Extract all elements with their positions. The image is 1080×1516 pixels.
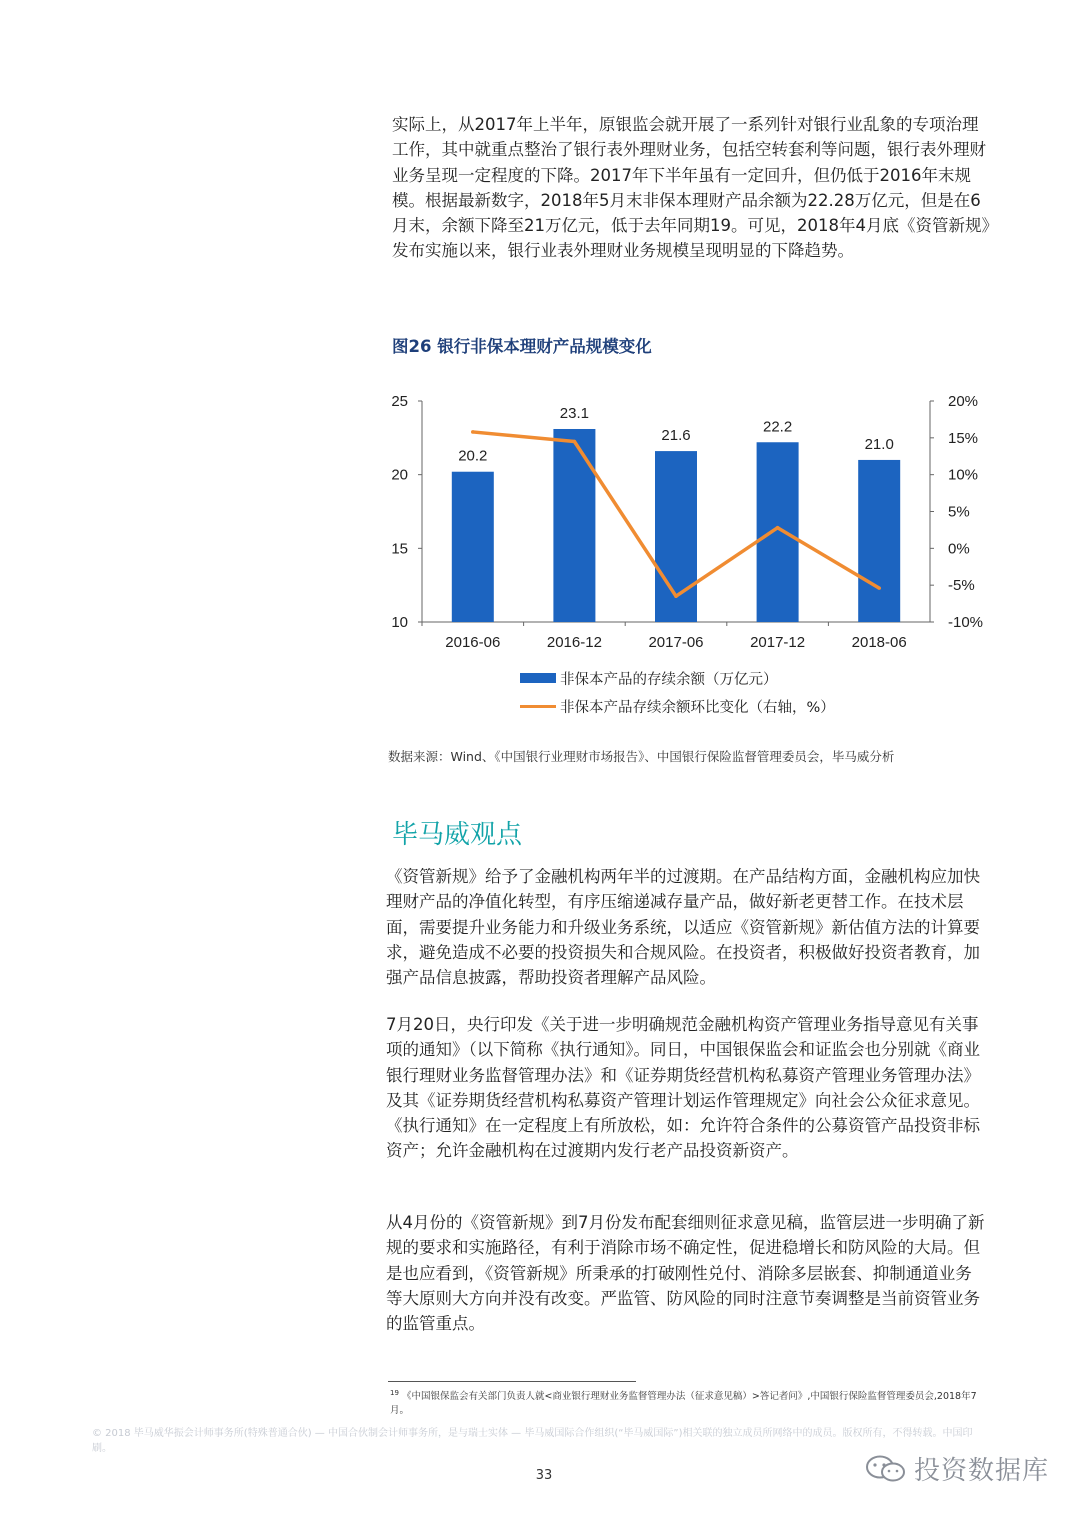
- line-point: [573, 440, 577, 444]
- view-paragraph-1: 《资管新规》给予了金融机构两年半的过渡期。在产品结构方面，金融机构应加快理财产品的净值化转型，有序压缩递减存量产品，做好新老更替工作。在技术层面，需要提升业务能力和升级业务系统，以适应《资管新规》新估值方法的计算要求，避免造成不必要的投资损失和合规风险。在投资者，积极做好投资者教育，加强产品信息披露，帮助投资者理解产品风险。: [386, 867, 980, 988]
- legend-label-line: 非保本产品存续余额环比变化（右轴，%）: [560, 699, 835, 716]
- legend-item-bars: [520, 664, 835, 692]
- bar: [757, 442, 799, 622]
- wechat-icon: [864, 1454, 908, 1484]
- line-point: [674, 594, 678, 598]
- figure-title: 图26 银行非保本理财产品规模变化: [392, 337, 652, 356]
- legend-item-line: [520, 692, 835, 720]
- legend-swatch-bar: [520, 673, 556, 683]
- view-paragraph-2: 7月20日，央行印发《关于进一步明确规范金融机构资产管理业务指导意见有关事项的通知》（以下简称《执行通知》。同日，中国银保监会和证监会也分别就《商业银行理财业务监督管理办法》和《证券期货经营机构私募资产管理业务管理办法》及其《证券期货经营机构私募资产管理计划运作管理规定》向社会公众征求意见。《执行通知》在一定程度上有所放松，如：允许符合条件的公募资管产品投资非标资产；允许金融机构在过渡期内发行老产品投资新资产。: [386, 1015, 980, 1161]
- x-tick-label: 2016-06: [445, 634, 501, 651]
- legend-swatch-line: [520, 705, 556, 708]
- kpmg-view-heading: 毕马威观点: [392, 820, 523, 850]
- line-point: [877, 586, 881, 590]
- footnote-text: 《中国银保监会有关部门负责人就<商业银行理财业务监督管理办法（征求意见稿）>答记者问》,中国银行保险监督管理委员会,2018年7月。: [390, 1391, 977, 1417]
- line-point: [471, 430, 475, 434]
- footnote: [390, 1386, 990, 1418]
- right-tick-label: 20%: [948, 393, 979, 410]
- bar-data-label: 22.2: [762, 418, 793, 436]
- bar-line-chart: [380, 385, 1000, 655]
- x-tick-label: 2016-12: [546, 634, 602, 651]
- bar-data-label: 23.1: [559, 404, 590, 422]
- data-source-note: 数据来源：Wind、《中国银行业理财市场报告》、中国银行保险监督管理委员会，毕马威分析: [388, 749, 895, 764]
- right-tick-label: 15%: [948, 429, 979, 447]
- right-tick-label: -10%: [948, 614, 984, 631]
- right-tick-label: 10%: [948, 466, 979, 484]
- left-tick-label: 20: [391, 466, 408, 484]
- right-tick-label: 5%: [948, 503, 970, 521]
- bar: [553, 429, 595, 622]
- left-tick-label: 15: [391, 540, 408, 558]
- watermark-text: 投资数据库: [914, 1456, 1050, 1486]
- copyright-notice: © 2018 毕马威华振会计师事务所(特殊普通合伙) — 中国合伙制会计师事务所，是与瑞士实体 — 毕马威国际合作组织(“毕马威国际”)相关联的独立成员所网络中的成员。版权所有，不得转载。中国印刷。: [92, 1428, 973, 1454]
- left-tick-label: 10: [391, 614, 408, 631]
- watermark: [864, 1450, 1049, 1487]
- bar-data-label: 20.2: [458, 447, 488, 465]
- line-point: [776, 526, 780, 530]
- right-tick-label: -5%: [948, 577, 975, 595]
- intro-paragraph: 实际上，从2017年上半年，原银监会就开展了一系列针对银行业乱象的专项治理工作，其中就重点整治了银行表外理财业务，包括空转套利等问题，银行表外理财业务呈现一定程度的下降。2017年下半年虽有一定回升，但仍低于2016年末规模。根据最新数字，2018年5月末非保本理财产品余额为22.28万亿元，但是在6月末，余额下降至21万亿元，低于去年同期19。可见，2018年4月底《资管新规》发布实施以来，银行业表外理财业务规模呈现明显的下降趋势。: [392, 115, 990, 261]
- view-paragraph-3: 从4月份的《资管新规》到7月份发布配套细则征求意见稿，监管层进一步明确了新规的要求和实施路径，有利于消除市场不确定性，促进稳增长和防风险的大局。但是也应看到，《资管新规》所秉承的打破刚性兑付、消除多层嵌套、抑制通道业务等大原则大方向并没有改变。严监管、防风险的同时注意节奏调整是当前资管业务的监管重点。: [386, 1213, 985, 1334]
- chart-legend: [520, 664, 835, 720]
- bar-data-label: 21.0: [864, 435, 894, 453]
- footnote-divider: [388, 1381, 636, 1382]
- bar: [858, 460, 900, 622]
- legend-label-bars: 非保本产品的存续余额（万亿元）: [560, 671, 778, 688]
- x-tick-label: 2017-06: [648, 634, 704, 651]
- footnote-number: 19: [390, 1389, 399, 1397]
- bar: [452, 472, 494, 622]
- page-number: 33: [535, 1468, 553, 1483]
- bar-data-label: 21.6: [661, 427, 691, 445]
- right-tick-label: 0%: [948, 540, 970, 558]
- x-tick-label: 2018-06: [851, 634, 907, 651]
- x-tick-label: 2017-12: [750, 634, 806, 651]
- left-tick-label: 25: [391, 393, 408, 410]
